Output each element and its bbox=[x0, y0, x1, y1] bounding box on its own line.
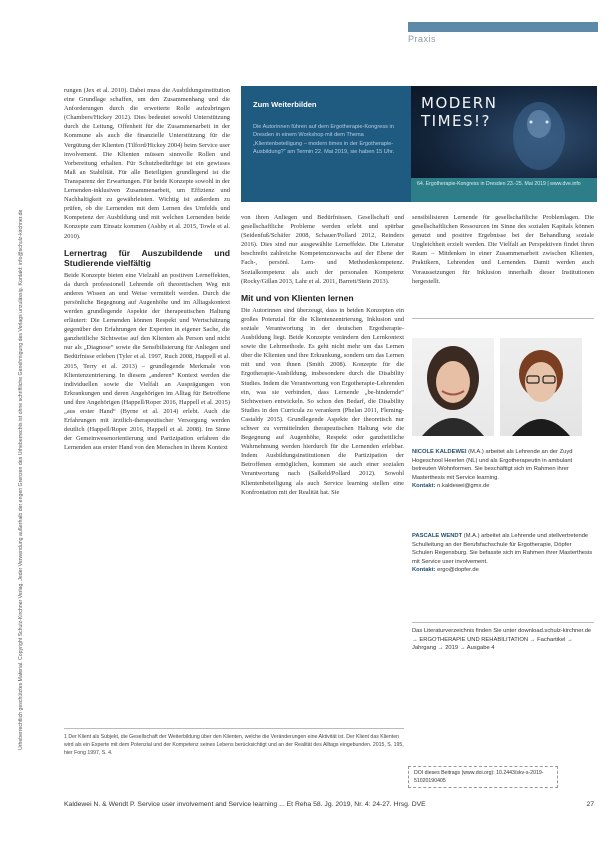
bio1-text: (M.A.) arbeitet als Lehrende an der Zuyd Hogeschool Heerlen (NL) und als Ergotherapeutin in ambulant betreuten Wohnformen. Sie beschäftigt sich im Rahmen ihrer Masterthesis mit Service learning. bbox=[412, 449, 573, 481]
footer-citation: Kaldewei N. & Wendt P. Service user involvement and Service learning ... Et Reha 58. Jg. 2019, Nr. 4: 24-27. Hrsg. DVE bbox=[64, 801, 426, 808]
col3-paragraph-1: sensibilisieren Lernende für gesellschaftliche Problemlagen. Die gesellschaftlichen Ressourcen im Sinne des sozialen Kapitals können genutzt und positive Ergebnisse bei der Behandlung soziale Ungleichheit erzielt werden. Die Vielfalt an Perspektiven findet ihren Raum – Mitdenken in einer Zusammenarbeit zwischen Klienten, Praktikern, Lehrenden und Lernenden. Damit werden auch Voraussetzungen für Inklusion innerhalb dieser Institutionen hergestellt. bbox=[412, 214, 594, 285]
footnote-divider bbox=[64, 728, 404, 729]
bio2-text: (M.A.) arbeitet als Lehrende und stellvertretende Schulleitung an der Berufsfachschule für Ergotherapie, Döpfer Schulen Regensburg. Sie befasste sich im Rahmen ihrer Masterthesis mit Service user involvement. bbox=[412, 533, 593, 565]
column-1 bbox=[64, 86, 230, 452]
col2-paragraph-1: von ihren Anliegen und Bedürfnissen. Gesellschaft und gesellschaftliche Probleme werden erlebt und spürbar (Seidenfuß/Schäfer 2008, Schauer/Pollard 2012, Reinders 2016). Dies sind nur ausgewählte Lerneffekte. Die Literatur beschreibt zahlreiche Kompetenzzuwachs auf der Ebene der Fach-, persönl. Lern- und Methodenkompetenz. Sozialkompetenz als auch der personalen Kompetenz (Rocky/Gillan 2013, Lahr et al. 2011, Barrett/Stein 2013). bbox=[241, 214, 404, 285]
section-label: Praxis bbox=[408, 34, 437, 44]
bio-wendt bbox=[412, 532, 594, 575]
doi-box: DOI dieses Beitrags (www.doi.org): 10.2443/skv-s-2019-51020190405 bbox=[408, 766, 558, 788]
page-number: 27 bbox=[586, 801, 594, 808]
portrait-woman-1-icon bbox=[412, 338, 494, 436]
column-2 bbox=[241, 213, 404, 497]
weiterbilden-body: Die Autorinnen führen auf dem Ergotherapie-Kongress in Dresden in einem Workshop mit dem Thema „Klientenbeteiligung – modern times in der Ergotherapie-Ausbildung?“ am Termin 22. Mai 2019, sie haben 15 Uhr. bbox=[253, 124, 395, 156]
col1-paragraph-1: rungen (Jex et al. 2010). Dabei muss die Ausbildungsinstitution eine Grundlage schaffen, um den Zusammenhang und die Anforderungen durch die erweiterte Rolle aufzubringen (Chambers/Hickey 2012). Dies bedeutet sowohl Unterstützung durch die Leitung, Offenheit für die Zusammenarbeit in der Kommune als auch die finanzielle Unterstützung für die Vergütung der Klienten (Tilford/Hickey 2004) beim Service user involvement. Die Klienten müssen sinnvolle Rollen und Vorbereitung erhalten. Für Schutzbedürftige ist ein gewisses Maß an Stabilität. Für alle Beteiligten grundlegend ist die Transparenz der Erwartungen. Für beide Konzepte sowohl in der Lernenden-inklusiven Zusammenarbeit, um Effizienz und Nachhaltigkeit zu gewährleisten. Wichtig ist außerdem zu prüfen, ob die Lernenden mit dem Lernen des Umfelds und Kompetenz der Ausbildung und mit welchen Lernenden beide Konzepte zum Einsatz kommen (Ashby et al. 2015, Towle et al. 2010). bbox=[64, 87, 230, 240]
literature-divider bbox=[412, 622, 594, 623]
weiterbilden-title: Zum Weiterbilden bbox=[253, 100, 317, 109]
col2-heading: Mit und von Klienten lernen bbox=[241, 292, 354, 303]
promo-line-2: TIMES!? bbox=[421, 112, 492, 130]
weiterbilden-box bbox=[241, 86, 411, 202]
col1-heading: Lernertrag für Auszubildende und Studierende vielfältig bbox=[64, 247, 230, 268]
bio2-name: PASCALE WENDT bbox=[412, 533, 463, 539]
bio2-contact-email[interactable]: ergo@dopfer.de bbox=[437, 567, 479, 574]
portrait-woman-2-icon bbox=[500, 338, 582, 436]
literature-note: Das Literaturverzeichnis finden Sie unter download.schulz-kirchner.de → ERGOTHERAPIE UND REHABILITATION → Fachartikel → Jahrgang → 2019 → Ausgabe 4 bbox=[412, 628, 592, 652]
author-photo-wendt bbox=[500, 338, 582, 436]
copyright-side-notice: Urheberrechtlich geschütztes Material. Copyright Schulz-Kirchner Verlag. Jeder Verwendung außerhalb der engen Grenzen des Urheberrechts ist ohne schriftliche Genehmigung des Verlags unzulässig. Kontakt: info@schulz-kirchner.de bbox=[18, 209, 24, 750]
bio-kaldewei bbox=[412, 448, 594, 491]
column-3 bbox=[412, 213, 594, 286]
bio1-contact-email[interactable]: n.kaldewei@gmx.de bbox=[437, 483, 490, 490]
bio2-contact-label: Kontakt: bbox=[412, 567, 436, 574]
author-photo-kaldewei bbox=[412, 338, 494, 436]
footnote: 1 Der Klient als Subjekt, die Gesellschaft der Weiterbildung über den Klienten, welche die Veränderungen eine Aktivität ist. Der Klient das Klienten wird als ein Experte mit dem Potenzial und der Kompetenz seines Lebens berücksichtigt und an der Realität des Alltags eingebunden. 2015, S. 195, hier Fong 1997, S. 4. bbox=[64, 734, 404, 756]
section-color-bar bbox=[408, 22, 598, 32]
modern-times-promo bbox=[411, 86, 597, 202]
col2-paragraph-2: Die Autorinnen sind überzeugt, dass in beiden Konzepten ein großes Potenzial für die Klientenzentrierung, Inklusion und soziale Verantwortung in der deutschen Ergotherapie-Ausbildung liegt. Beide Konzepte verändern den Lernkontext sowie die Lehrmethode. Es geht nicht mehr um das Lernen über die Klienten und ihre Erkrankung, sondern um das Lernen mit und von ihnen (Smith 2008). Konzepte für die Ergotherapie-Ausbildung, insbesondere durch die Disability Studies. Indem die Verantwortung von Ergotherapie-Lehrenden ein, was sie verbinden, dass Lernende „be-hindernde“ Sichtweisen entwickeln. So schon den Bedarf, die Disability Studies in den Curricula zu verankern (Phelan 2011, Fleming-Castaldy 2015). Grundlegende Aspekte der theoretisch nur schwer zu vermittelnden therapeutischen Haltung wie die Begegnung auf Augenhöhe, Respekt oder ganzheitliche Wahrnehmung werden hierdurch für die Lernenden erlebbar. Indem Ausbildungsinstitutionen die Partizipation der Betroffenen ermöglichen, kommen sie auch einer sozialen Verantwortung nach (Salkeld/Pollard 2012). Sowohl Klientenbeteiligung als auch Service learning stellen eine Konfrontation mit der Realität hat. Sie bbox=[241, 306, 404, 496]
promo-line-1: MODERN bbox=[421, 94, 498, 112]
bio-divider bbox=[412, 318, 594, 319]
promo-caption: 64. Ergotherapie-Kongress in Dresden 23.-25. Mai 2019 | www.dve.info bbox=[411, 178, 597, 202]
bio1-contact-label: Kontakt: bbox=[412, 483, 436, 490]
col1-paragraph-2: Beide Konzepte bieten eine Vielzahl an positiven Lerneffekten, da durch professionell Lehrende oft theoretischen Weg mit anderes Wissen an und Weise vermittelt werden. Durch die persönliche Begegnung auf Augenhöhe und im Alltagskontext werden grundlegende Aspekte der therapeutischen Haltung erläutert: Die Lernenden können Respekt und Wertschätzung gegenüber den Erfahrungen der Experten in eigener Sache, die ganzheitliche Sichtweise auf den Klienten als Person und nicht nur als „Diagnose“ sowie die Sensibilisierung für Anliegen und Bedürfnisse erleben (Tyler et al. 1997, Ruch 2008, Happell et al. 2015, Terry et al. 2013) – grundlegende Merkmale von Klientenzentrierung. In diesem „anderen“ Kontext werden die individuellen sowie die Vielfalt an Ausprägungen von Erkrankungen und deren Angehörigen im Alltag für Betroffene und ihre Angehörigen (Happell/Roper 2016, Happell et al. 2015) „aus erster Hand“ (Byrne et al. 2014) erlebt. Auch die Erfahrungen mit ärztlich-therapeutischer Versorgung werden deutlich (Happell/Roper 2016, Happell et al. 2008). Im Sinne der Gemeinwesenorientierung und Partizipation erfahren die Lernenden aus erster Hand von den Menschen in ihrem Kontext bbox=[64, 271, 230, 452]
bio1-name: NICOLE KALDEWEI bbox=[412, 449, 467, 455]
page-footer bbox=[64, 801, 594, 808]
